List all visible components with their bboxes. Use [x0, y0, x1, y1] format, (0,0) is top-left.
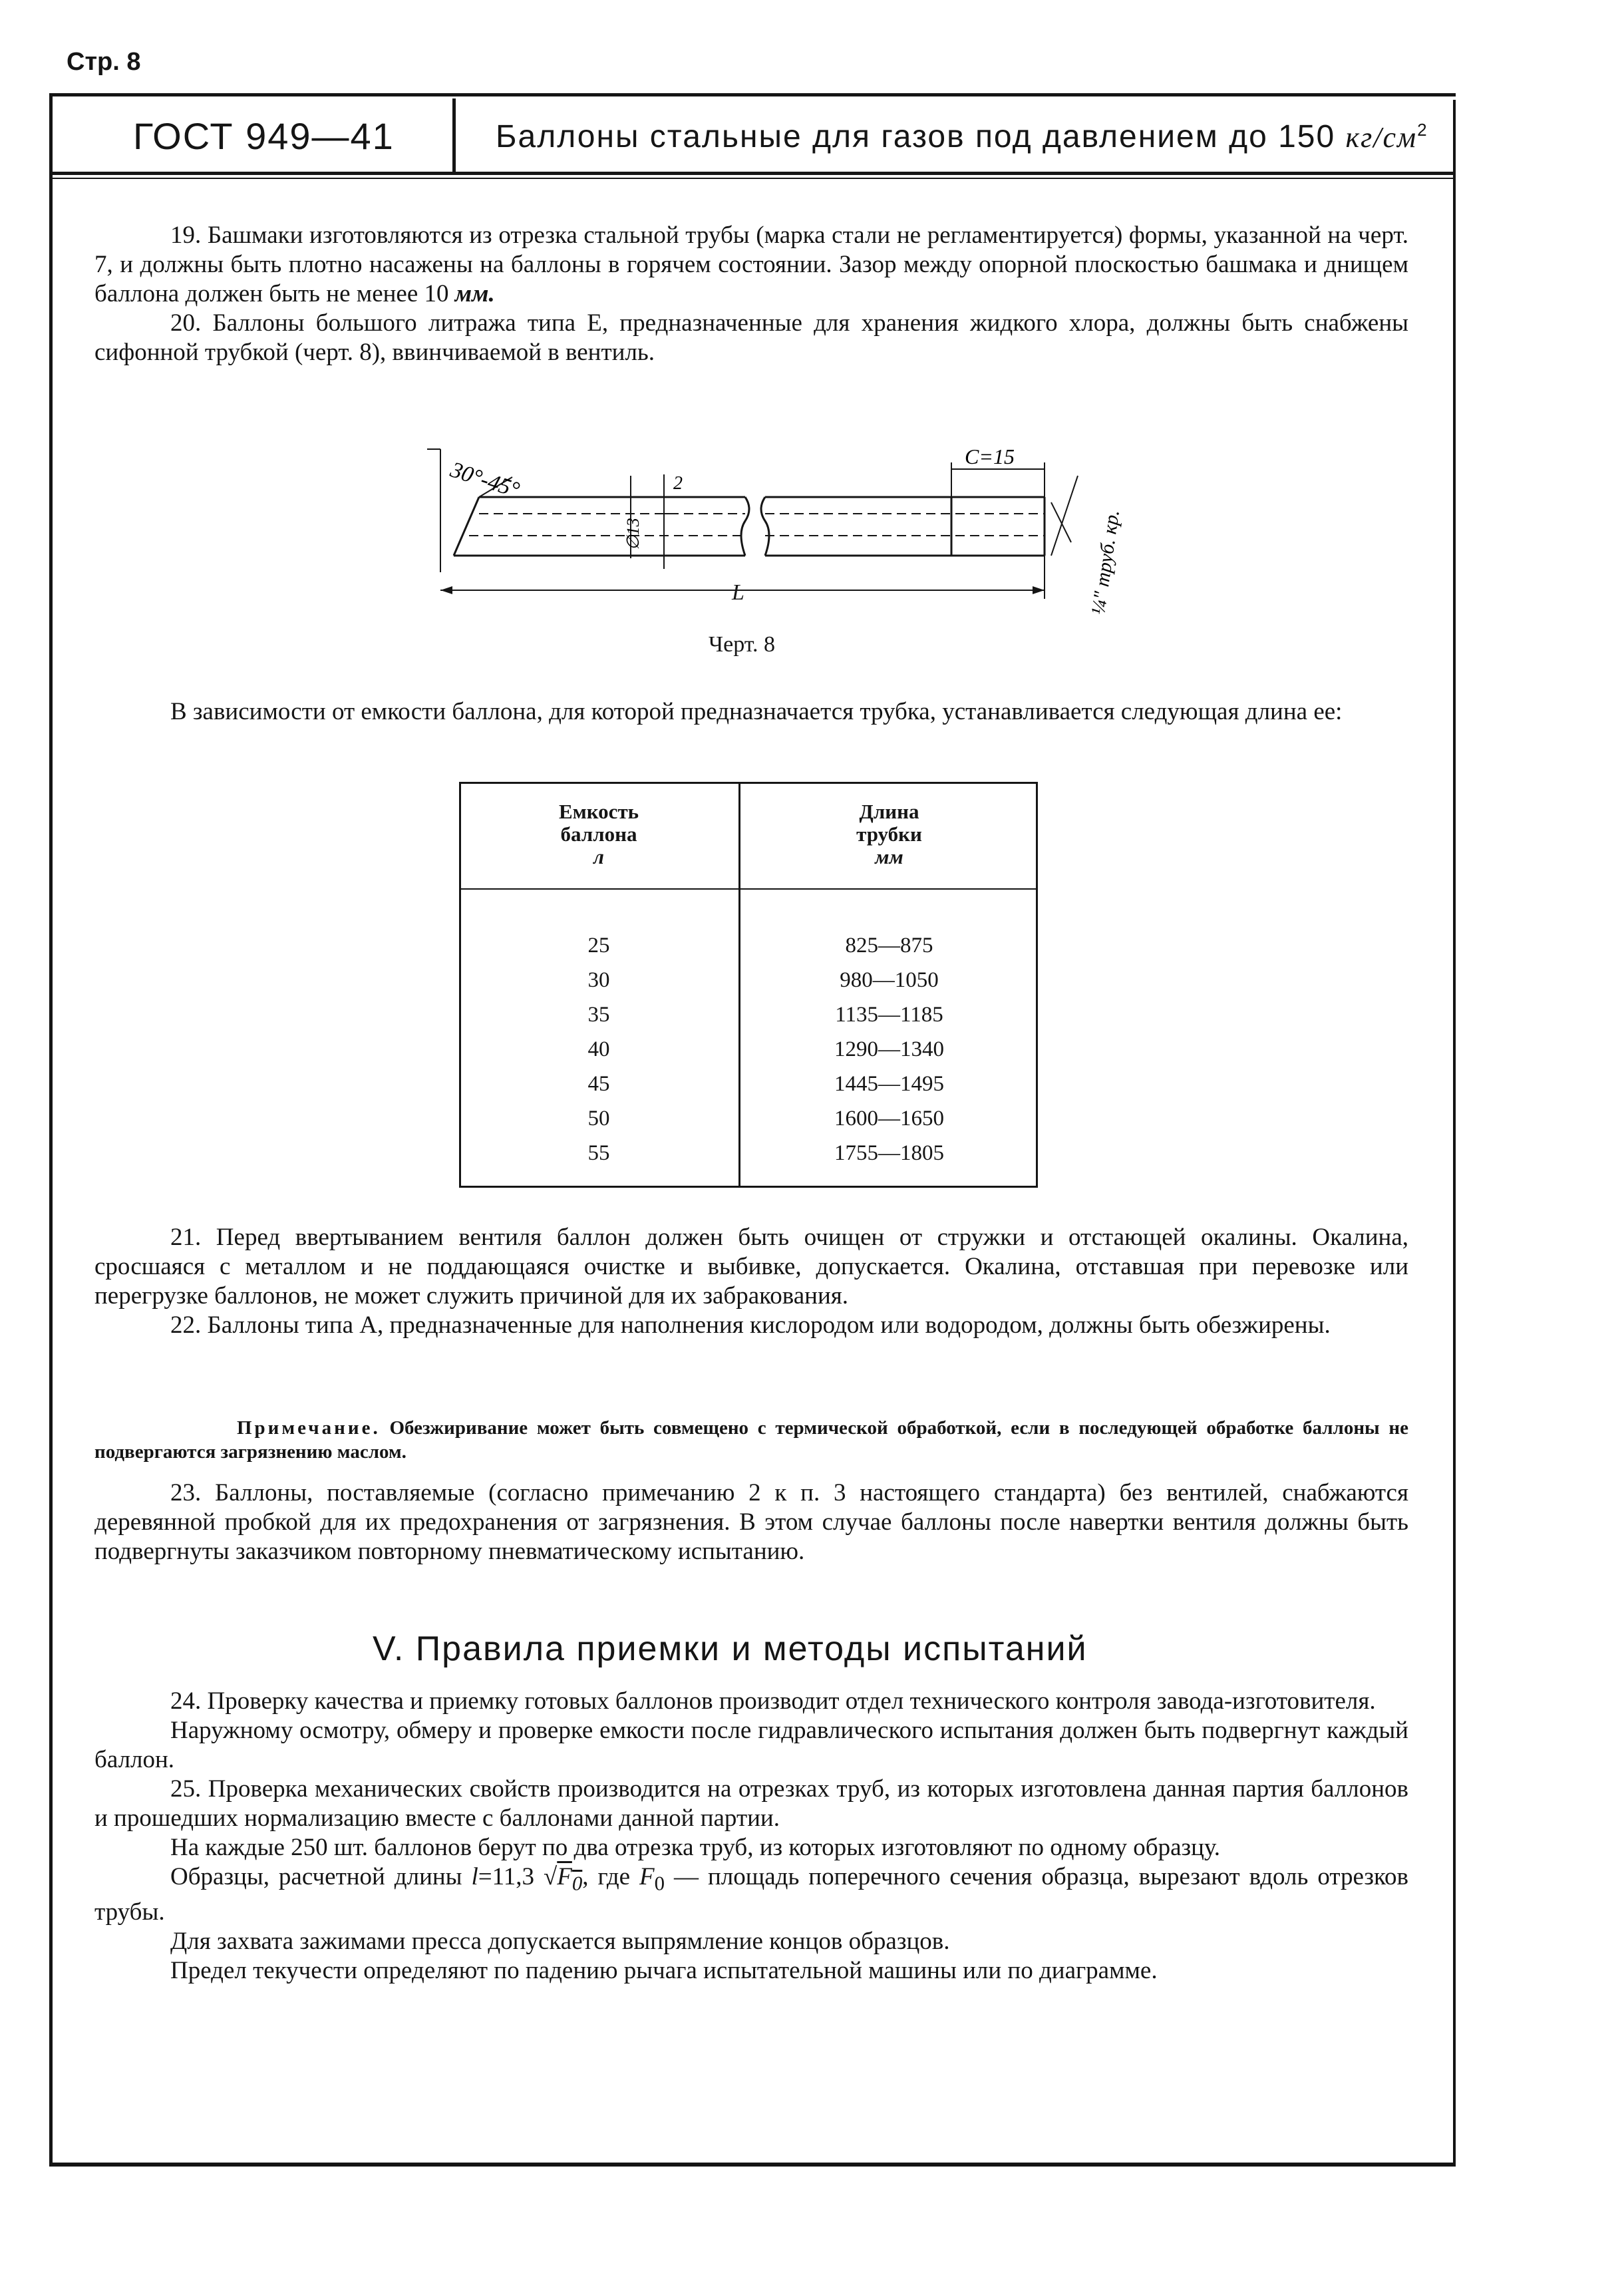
note-block: [94, 1416, 1408, 1464]
capacity-header-unit: л: [593, 845, 604, 868]
length-header-line-2: трубки: [856, 822, 922, 846]
dim-length-label: L: [732, 580, 744, 605]
table-intro-text: В зависимости от емкости баллона, для которой предназначается трубка, устанавливается следующая длина ее:: [170, 698, 1343, 725]
length-cell: 1135—1185: [835, 1003, 943, 1027]
capacity-column: [459, 928, 738, 1170]
page-number: Стр. 8: [67, 48, 141, 76]
table-top-border: [459, 782, 1038, 784]
paragraphs-19-20: [94, 221, 1408, 367]
dim-diameter-label: ∅13: [623, 518, 643, 550]
angle-label: 30°-45°: [447, 457, 523, 503]
paragraph-25: 25. Проверка механических свойств производится на отрезках труб, из которых изготовлена данная партия баллонов и прошедших нормализацию вместе с баллонами данной партии.: [94, 1775, 1408, 1832]
paragraph-23-block: [94, 1479, 1408, 1566]
figure-caption: Черт. 8: [709, 632, 776, 657]
table-header-divider: [459, 888, 1038, 890]
paragraph-25c-end: — площадь поперечного сечения образца, вырезают вдоль отрезков трубы.: [94, 1863, 1409, 1926]
note-text: Обезжиривание может быть совмещено с термической обработкой, если в последующей обработке баллоны не подвергаются загрязнению маслом.: [94, 1417, 1409, 1463]
paragraph-20: 20. Баллоны большого литража типа Е, предназначенные для хранения жидкого хлора, должны быть снабжены сифонной трубкой (черт. 8), ввинчиваемой в вентиль.: [94, 309, 1408, 366]
dim-small-label: 2: [673, 473, 683, 494]
paragraph-22: 22. Баллоны типа А, предназначенные для наполнения кислородом или водородом, должны быть обезжирены.: [170, 1311, 1331, 1339]
pressure-unit-power: 2: [1417, 120, 1428, 140]
section-heading: V. Правила приемки и методы испытаний: [373, 1630, 1088, 1668]
capacity-cell: 45: [587, 1072, 610, 1096]
paragraph-25c: Образцы, расчетной длины l=11,3 $√F_0$, где $F_0$ — площадь поперечного сечения образца, вырезают вдоль отрезков трубы.: [94, 1863, 1409, 1926]
capacity-column-header: [459, 800, 738, 868]
length-cell: 980—1050: [840, 968, 939, 992]
paragraph-21: 21. Перед ввертыванием вентиля баллон должен быть очищен от стружки и отстающей окалины. Окалина, сросшаяся с металлом и не поддающаяся очистке и выбивке, допускается. Окалина, отставшая при перевозке или перегрузке баллонов, не может служить причиной для их забракования.: [94, 1224, 1408, 1310]
paragraph-19-unit: мм.: [454, 280, 495, 307]
capacity-cell: 55: [587, 1141, 610, 1165]
pressure-unit: кг/см: [1345, 121, 1418, 154]
length-cell: 1290—1340: [834, 1037, 944, 1061]
note-label: Примечание.: [237, 1417, 381, 1439]
paragraph-25c-start: Образцы, расчетной длины: [170, 1863, 462, 1890]
dim-c-label: C=15: [965, 444, 1015, 468]
formula-length-symbol: l: [471, 1863, 478, 1890]
length-header-line-1: Длина: [859, 800, 919, 823]
standard-code: ГОСТ 949—41: [133, 115, 395, 157]
formula-coefficient: =11,3: [478, 1863, 535, 1890]
frame-left-rule: [49, 93, 53, 2165]
paragraph-23: 23. Баллоны, поставляемые (согласно примечанию 2 к п. 3 настоящего стандарта) без вентилей, снабжаются деревянной пробкой для их предохранения от загрязнения. В этом случае баллоны после навертки вентиля должны быть подвергнуты заказчиком повторному пневматическому испытанию.: [94, 1479, 1408, 1565]
length-cell: 1445—1495: [834, 1072, 944, 1096]
tube-length-table: [459, 782, 1038, 1188]
paragraph-24b: Наружному осмотру, обмеру и проверке емкости после гидравлического испытания должен быть подвергнут каждый баллон.: [94, 1717, 1408, 1773]
table-intro: [94, 697, 1408, 727]
section-5-text: [94, 1687, 1408, 1986]
thread-label: ¼" труб. кр.: [1087, 508, 1124, 616]
paragraph-25c-mid: , где: [582, 1863, 631, 1890]
capacity-cell: 30: [587, 968, 610, 992]
area-subscript: 0: [654, 1872, 665, 1895]
capacity-cell: 25: [587, 934, 610, 958]
header-separator: [452, 98, 456, 174]
standard-title-text: Баллоны стальные для газов под давлением до 150: [496, 119, 1336, 154]
siphon-tube-drawing: [412, 436, 1138, 629]
capacity-header-line-1: Емкость: [558, 800, 639, 823]
table-bottom-border: [459, 1186, 1038, 1188]
length-cell: 1600—1650: [834, 1107, 944, 1131]
length-column-header: [740, 800, 1038, 868]
formula-area-subscript: 0: [571, 1872, 583, 1895]
paragraph-24: 24. Проверку качества и приемку готовых баллонов производит отдел технического контроля завода-изготовителя.: [170, 1687, 1376, 1715]
frame-top-rule: [52, 93, 1456, 96]
capacity-cell: 50: [587, 1107, 610, 1131]
paragraph-25d: Для захвата зажимами пресса допускается выпрямление концов образцов.: [170, 1928, 950, 1956]
capacity-cell: 40: [587, 1037, 610, 1061]
paragraphs-21-22: [94, 1223, 1408, 1340]
area-symbol: F: [639, 1863, 655, 1890]
header-divider: [52, 172, 1456, 175]
frame-right-rule: [1453, 100, 1456, 2165]
length-cell: 825—875: [845, 934, 933, 958]
header-divider-thin: [52, 178, 1456, 179]
paragraph-25b: На каждые 250 шт. баллонов берут по два отрезка труб, из которых изготовляют по одному образцу.: [170, 1834, 1220, 1861]
capacity-header-line-2: баллона: [560, 822, 637, 846]
length-column: [740, 928, 1038, 1170]
paragraph-25e: Предел текучести определяют по падению рычага испытательной машины или по диаграмме.: [170, 1957, 1158, 1985]
capacity-cell: 35: [587, 1003, 610, 1027]
standard-title: [496, 118, 1428, 155]
paragraph-19-text: 19. Башмаки изготовляются из отрезка стальной трубы (марка стали не регламентируется) формы, указанной на черт. 7, и должны быть плотно насажены на баллоны в горячем состоянии. Зазор между опорной плоскостью башмака и днищем баллона должен быть не менее 10: [94, 222, 1408, 307]
note-paragraph: [94, 1416, 1408, 1464]
formula-root: [557, 1863, 583, 1895]
frame-bottom-rule: [49, 2163, 1456, 2167]
formula-area-symbol: F: [557, 1863, 572, 1890]
length-header-unit: мм: [875, 845, 903, 868]
paragraph-19: [94, 221, 1408, 309]
length-cell: 1755—1805: [834, 1141, 944, 1165]
